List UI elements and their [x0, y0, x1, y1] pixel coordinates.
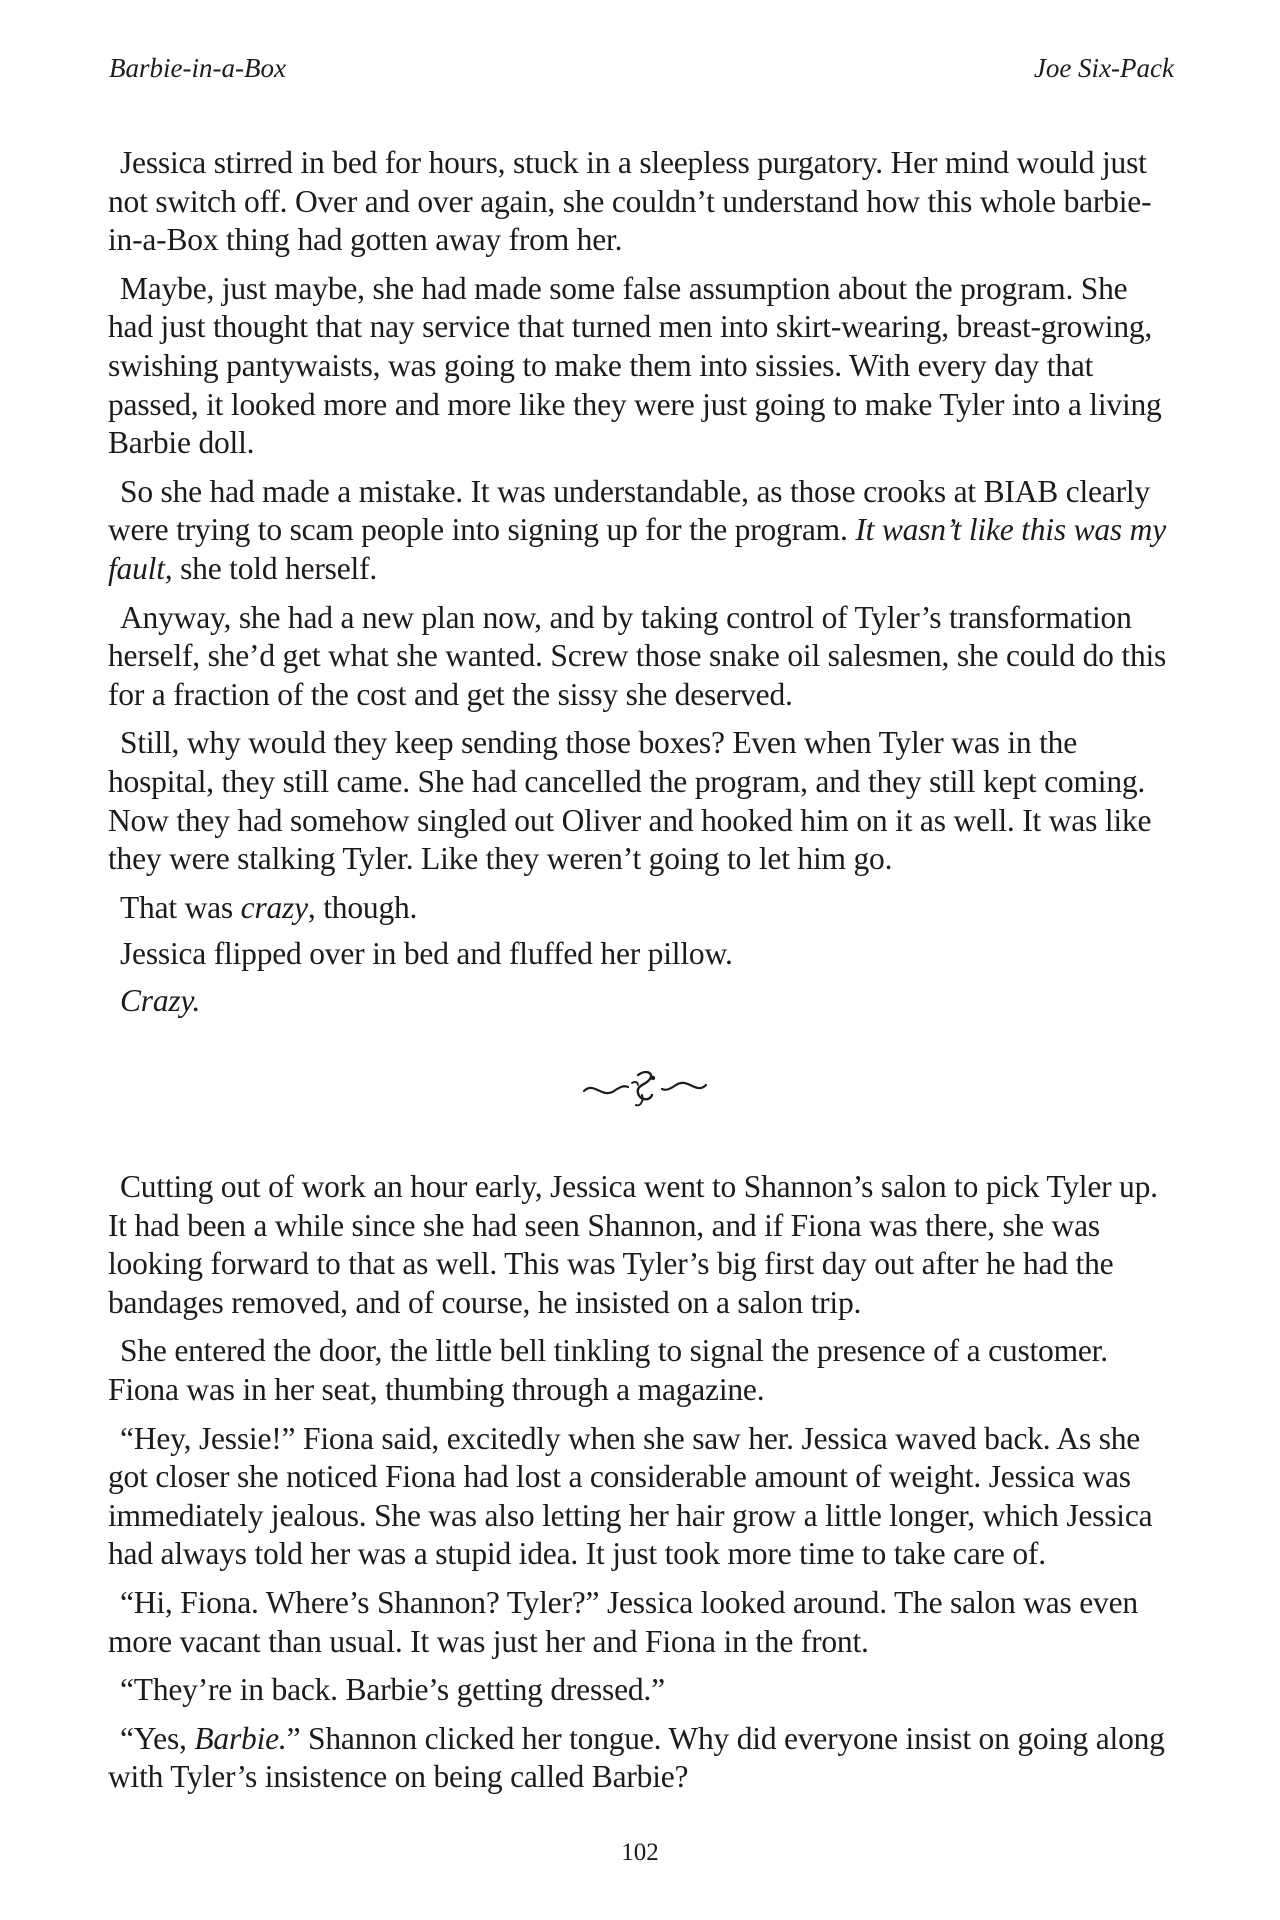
author-name: Joe Six-Pack: [1033, 53, 1174, 83]
paragraph: “Hey, Jessie!” Fiona said, excitedly when she saw her. Jessica waved back. As she got closer she noticed Fiona had lost a considerable amount of weight. Jessica was immediately jealous. She was also letting her hair grow a little longer, which Jessica had always told her was a stupid idea. It just took more time to take care of.: [108, 1420, 1153, 1572]
paragraph: Still, why would they keep sending those boxes? Even when Tyler was in the hospital, they still came. She had cancelled the program, and they still kept coming. Now they had somehow singled out Oliver and hooked him on it as well. It was like they were stalking Tyler. Like they weren’t going to let him go.: [108, 725, 1152, 877]
italic-run: crazy: [240, 889, 308, 925]
paragraph: Anyway, she had a new plan now, and by taking control of Tyler’s transformation herself, she’d get what she wanted. Screw those snake oil salesmen, she could do this for a fraction of the cost and get the sissy she deserved.: [108, 599, 1167, 712]
book-title: Barbie-in-a-Box: [109, 53, 286, 83]
text-run: So she had made a mistake. It was understandable, as those crooks at BIAB clearly were trying to scam people into signing up for the program.: [108, 473, 1151, 548]
paragraph: Maybe, just maybe, she had made some false assumption about the program. She had just thought that nay service that turned men into skirt-wearing, breast-growing, swishing pantywaists, was going to make them into sissies. With every day that passed, it looked more and more like they were just going to make Tyler into a living Barbie doll.: [108, 270, 1162, 461]
paragraph: “Hi, Fiona. Where’s Shannon? Tyler?” Jessica looked around. The salon was even more vacant than usual. It was just her and Fiona in the front.: [108, 1584, 1138, 1659]
text-run: “Yes,: [120, 1720, 195, 1756]
italic-run: Barbie.: [194, 1720, 287, 1756]
text-run: That was: [120, 889, 241, 925]
paragraph: [108, 473, 1174, 589]
italic-run: It wasn’t like this was my fault,: [108, 512, 1166, 586]
paragraph: She entered the door, the little bell tinkling to signal the presence of a customer. Fiona was in her seat, thumbing through a magazine.: [108, 1333, 1108, 1407]
text-run: , though.: [307, 889, 418, 925]
italic-run: Crazy.: [120, 982, 201, 1018]
page-number: 102: [621, 1839, 659, 1866]
paragraph: [108, 889, 1174, 928]
paragraph: “They’re in back. Barbie’s getting dressed.”: [120, 1672, 665, 1708]
paragraph: [108, 1720, 1174, 1797]
scene-break-flourish-icon: [580, 1065, 710, 1111]
paragraph: Cutting out of work an hour early, Jessica went to Shannon’s salon to pick Tyler up. It had been a while since she had seen Shannon, and if Fiona was there, she was looking forward to that as well. This was Tyler’s big first day out after he had the bandages removed, and of course, he insisted on a salon trip.: [108, 1169, 1158, 1320]
running-header: [109, 50, 1174, 86]
text-run: ” Shannon clicked her tongue. Why did everyone insist on going along with Tyler’s insistence on being called Barbie?: [108, 1720, 1165, 1795]
text-run: she told herself.: [172, 550, 378, 586]
section-one: [108, 144, 1174, 1028]
section-two: [108, 1168, 1174, 1807]
paragraph: Jessica flipped over in bed and fluffed her pillow.: [120, 936, 733, 972]
paragraph: [108, 982, 1174, 1021]
paragraph: Jessica stirred in bed for hours, stuck in a sleepless purgatory. Her mind would just not switch off. Over and over again, she couldn’t understand how this whole barbie-in-a-Box thing had gotten away from her.: [108, 145, 1152, 258]
